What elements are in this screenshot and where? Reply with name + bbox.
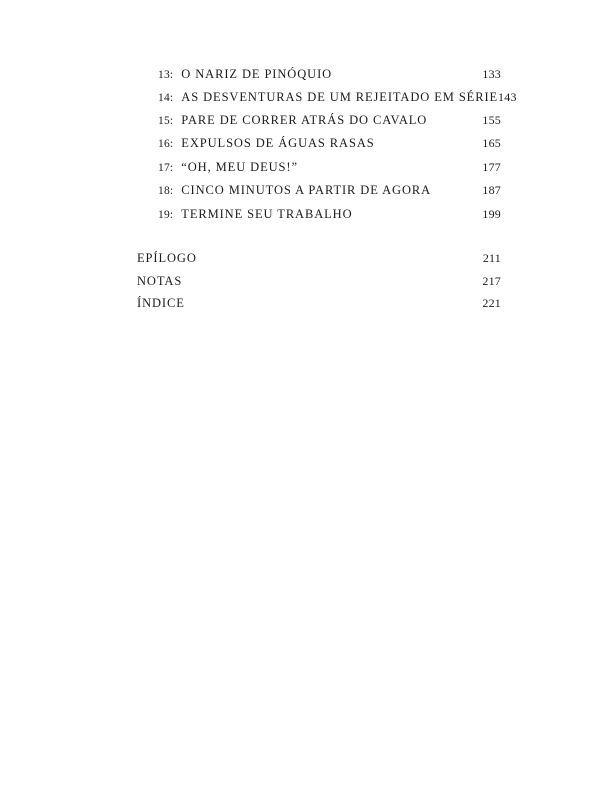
toc-entry-chapter-14 (158, 89, 517, 106)
chapter-number: 19: (158, 209, 174, 221)
chapter-title: TERMINE SEU TRABALHO (181, 207, 353, 221)
page-number: 177 (482, 160, 501, 174)
section-title: ÍNDICE (137, 296, 185, 310)
toc-entry-notas (137, 273, 501, 289)
toc-entry-chapter-17 (158, 159, 501, 176)
toc-entry-epilogo (137, 250, 501, 266)
page-number: 155 (482, 113, 501, 127)
chapter-title: O NARIZ DE PINÓQUIO (181, 67, 333, 81)
toc-entry-chapter-15 (158, 112, 501, 129)
section-title: NOTAS (137, 274, 183, 288)
chapter-number: 14: (158, 92, 174, 104)
section-title: EPÍLOGO (137, 251, 197, 265)
page-number: 211 (482, 251, 501, 265)
chapter-title: EXPULSOS DE ÁGUAS RASAS (181, 136, 375, 150)
chapter-number: 15: (158, 115, 174, 127)
toc-entry-chapter-13 (158, 66, 501, 83)
chapter-title: PARE DE CORRER ATRÁS DO CAVALO (181, 113, 428, 127)
page-number: 133 (482, 67, 501, 81)
chapter-title: AS DESVENTURAS DE UM REJEITADO EM SÉRIE (181, 90, 499, 104)
page-number: 217 (482, 274, 501, 288)
toc-entry-chapter-18 (158, 182, 501, 199)
toc-entry-chapter-19 (158, 206, 501, 223)
page-number: 165 (482, 136, 501, 150)
toc-entry-chapter-16 (158, 135, 501, 152)
page-number: 143 (498, 90, 517, 104)
chapter-number: 16: (158, 138, 174, 150)
chapter-title: “OH, MEU DEUS!” (181, 160, 298, 174)
chapter-number: 13: (158, 69, 174, 81)
page-number: 221 (482, 296, 501, 310)
chapter-title: CINCO MINUTOS A PARTIR DE AGORA (181, 183, 432, 197)
toc-entry-indice (137, 295, 501, 311)
chapter-number: 17: (158, 162, 174, 174)
chapter-number: 18: (158, 185, 174, 197)
page-number: 199 (482, 207, 501, 221)
page-number: 187 (482, 183, 501, 197)
